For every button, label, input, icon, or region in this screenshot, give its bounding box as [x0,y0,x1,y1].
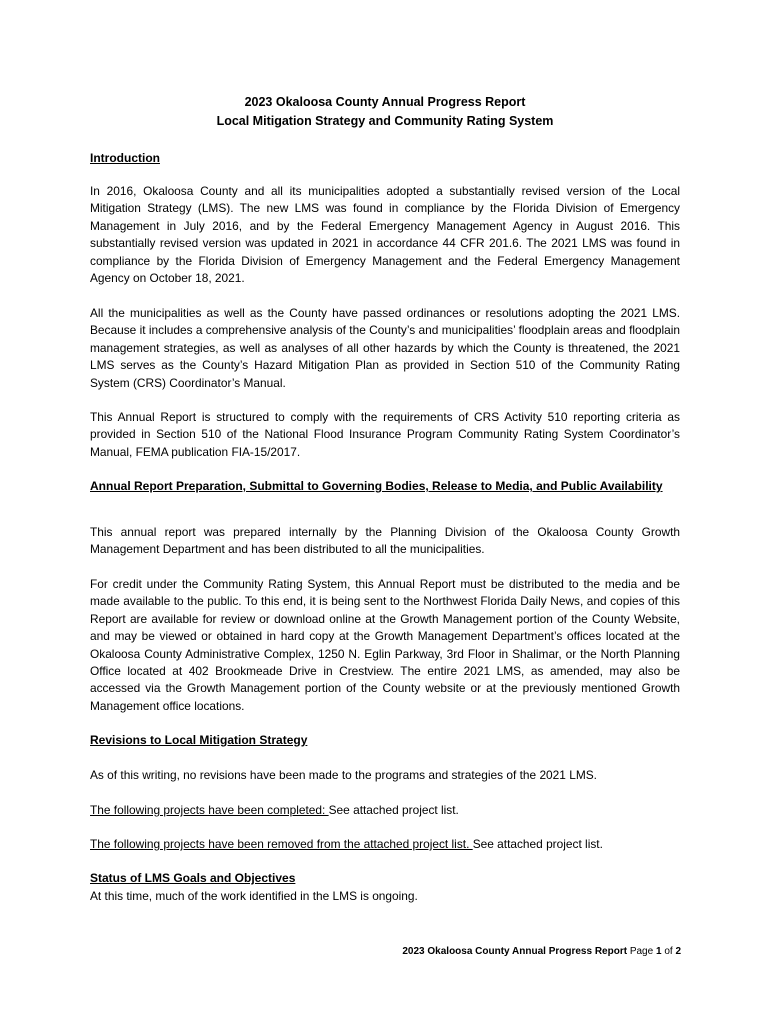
removed-projects-line [90,836,680,853]
status-heading: Status of LMS Goals and Objectives [90,871,296,885]
status-paragraph: At this time, much of the work identified in the LMS is ongoing. [90,889,418,903]
removed-projects-label: The following projects have been removed from the attached project list. [90,837,473,851]
introduction-paragraph-2: All the municipalities as well as the County have passed ordinances or resolutions adopting the 2021 LMS. Because it includes a comprehensive analysis of the County’s and municipalities’ floodplain areas and floodplain management strategies, as well as analyses of all other hazards by which the County is threatened, the 2021 LMS serves as the County’s Hazard Mitigation Plan as provided in Section 510 of the Community Rating System (CRS) Coordinator’s Manual. [90,306,680,390]
completed-projects-label: The following projects have been completed: [90,803,329,817]
introduction-paragraph-1: In 2016, Okaloosa County and all its municipalities adopted a substantially revised version of the Local Mitigation Strategy (LMS). The new LMS was found in compliance by the Florida Division of Emergency Management in July 2016, and by the Federal Emergency Management Agency in August 2016. This substantially revised version was updated in 2021 in accordance 44 CFR 201.6. The 2021 LMS was found in compliance by the Florida Division of Emergency Management and the Federal Emergency Management Agency on October 18, 2021. [90,184,680,286]
footer-page-total: 2 [675,946,681,957]
revisions-paragraph: As of this writing, no revisions have been made to the programs and strategies of the 2021 LMS. [90,768,597,782]
preparation-paragraph-2: For credit under the Community Rating System, this Annual Report must be distributed to the media and be made available to the public. To this end, it is being sent to the Northwest Florida Daily News, and copies of this Report are available for review or download online at the Growth Management portion of the County Website, and may be viewed or obtained in hard copy at the Growth Management Department’s offices located at the Okaloosa County Administrative Complex, 1250 N. Eglin Parkway, 3rd Floor in Shalimar, or the North Planning Office located at 402 Brookmeade Drive in Crestview. The entire 2021 LMS, as amended, may also be accessed via the Growth Management portion of the County website or at the previously mentioned Growth Management office locations. [90,577,680,713]
footer-of-word: of [664,946,673,957]
footer-page-number: 1 [655,946,662,957]
report-subtitle: Local Mitigation Strategy and Community Rating System [216,114,554,128]
introduction-paragraph-3: This Annual Report is structured to comply with the requirements of CRS Activity 510 reporting criteria as provided in Section 510 of the National Flood Insurance Program Community Rating System Coordinator’s Manual, FEMA publication FIA-15/2017. [90,410,680,459]
footer-page-word: Page [629,946,654,957]
removed-projects-text: See attached project list. [472,837,603,851]
preparation-heading: Annual Report Preparation, Submittal to Governing Bodies, Release to Media, and Public Availability [90,479,663,493]
preparation-paragraph-1: This annual report was prepared internally by the Planning Division of the Okaloosa County Growth Management Department and has been distributed to all the municipalities. [90,525,680,557]
page-footer [300,946,681,957]
completed-projects-text: See attached project list. [328,803,459,817]
completed-projects-line [90,802,680,819]
footer-title: 2023 Okaloosa County Annual Progress Report [402,946,628,957]
introduction-heading: Introduction [90,151,160,165]
revisions-heading: Revisions to Local Mitigation Strategy [90,733,308,747]
report-title: 2023 Okaloosa County Annual Progress Report [244,95,526,109]
